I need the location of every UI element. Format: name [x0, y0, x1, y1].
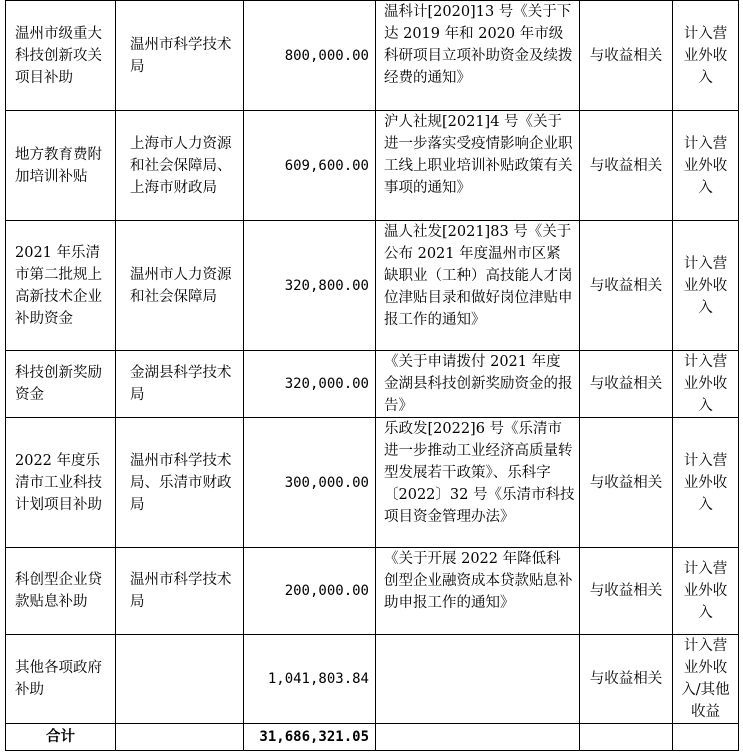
table-row [6, 418, 739, 548]
basis-cell: 沪人社规[2021]4 号《关于进一步落实受疫情影响企业职工线上职业培训补贴政策有关事项的通知》 [376, 111, 580, 221]
type-cell: 与收益相关 [580, 418, 673, 548]
type-cell: 与收益相关 [580, 635, 673, 724]
account-cell: 计入营业外收入 [673, 1, 739, 111]
amount-cell: 609,600.00 [244, 111, 376, 221]
amount-cell: 320,000.00 [244, 351, 376, 418]
basis-cell [376, 635, 580, 724]
department-cell: 金湖县科学技术局 [116, 351, 244, 418]
basis-cell: 温科计[2020]13 号《关于下达 2019 年和 2020 年市级科研项目立项补助资金及续拨经费的通知》 [376, 1, 580, 111]
amount-cell: 200,000.00 [244, 548, 376, 635]
amount-cell: 320,800.00 [244, 221, 376, 351]
table-row [6, 635, 739, 724]
subsidy-table [5, 0, 739, 751]
basis-cell: 《关于开展 2022 年降低科创型企业融资成本贷款贴息补助申报工作的通知》 [376, 548, 580, 635]
table-row [6, 111, 739, 221]
account-cell: 计入营业外收入 [673, 221, 739, 351]
account-cell: 计入营业外收入 [673, 548, 739, 635]
basis-cell: 《关于申请拨付 2021 年度金湖县科技创新奖励资金的报告》 [376, 351, 580, 418]
basis-cell: 乐政发[2022]6 号《乐清市进一步推动工业经济高质量转型发展若干政策》、乐科字〔2022〕32 号《乐清市科技项目资金管理办法》 [376, 418, 580, 548]
department-cell: 温州市科学技术局 [116, 548, 244, 635]
department-cell [116, 724, 244, 751]
type-cell: 与收益相关 [580, 221, 673, 351]
basis-cell [376, 724, 580, 751]
item-name-cell: 其他各项政府补助 [6, 635, 116, 724]
basis-cell: 温人社发[2021]83 号《关于公布 2021 年度温州市区紧缺职业（工种）高技能人才岗位津贴目录和做好岗位津贴申报工作的通知》 [376, 221, 580, 351]
item-name-cell: 温州市级重大科技创新攻关项目补助 [6, 1, 116, 111]
table-row [6, 1, 739, 111]
table-row [6, 351, 739, 418]
account-cell: 计入营业外收入 [673, 351, 739, 418]
item-name-cell: 科创型企业贷款贴息补助 [6, 548, 116, 635]
total-row [6, 724, 739, 751]
department-cell: 温州市科学技术局、乐清市财政局 [116, 418, 244, 548]
department-cell: 上海市人力资源和社会保障局、上海市财政局 [116, 111, 244, 221]
account-cell: 计入营业外收入/其他收益 [673, 635, 739, 724]
total-label: 合计 [6, 724, 116, 751]
table-row [6, 221, 739, 351]
total-amount: 31,686,321.05 [244, 724, 376, 751]
department-cell [116, 635, 244, 724]
item-name-cell: 2021 年乐清市第二批规上高新技术企业补助资金 [6, 221, 116, 351]
item-name-cell: 地方教育费附加培训补贴 [6, 111, 116, 221]
type-cell [580, 724, 673, 751]
amount-cell: 1,041,803.84 [244, 635, 376, 724]
department-cell: 温州市人力资源和社会保障局 [116, 221, 244, 351]
table-row [6, 548, 739, 635]
account-cell: 计入营业外收入 [673, 418, 739, 548]
type-cell: 与收益相关 [580, 1, 673, 111]
account-cell: 计入营业外收入 [673, 111, 739, 221]
amount-cell: 300,000.00 [244, 418, 376, 548]
department-cell: 温州市科学技术局 [116, 1, 244, 111]
item-name-cell: 2022 年度乐清市工业科技计划项目补助 [6, 418, 116, 548]
type-cell: 与收益相关 [580, 548, 673, 635]
amount-cell: 800,000.00 [244, 1, 376, 111]
item-name-cell: 科技创新奖励资金 [6, 351, 116, 418]
type-cell: 与收益相关 [580, 351, 673, 418]
type-cell: 与收益相关 [580, 111, 673, 221]
account-cell [673, 724, 739, 751]
